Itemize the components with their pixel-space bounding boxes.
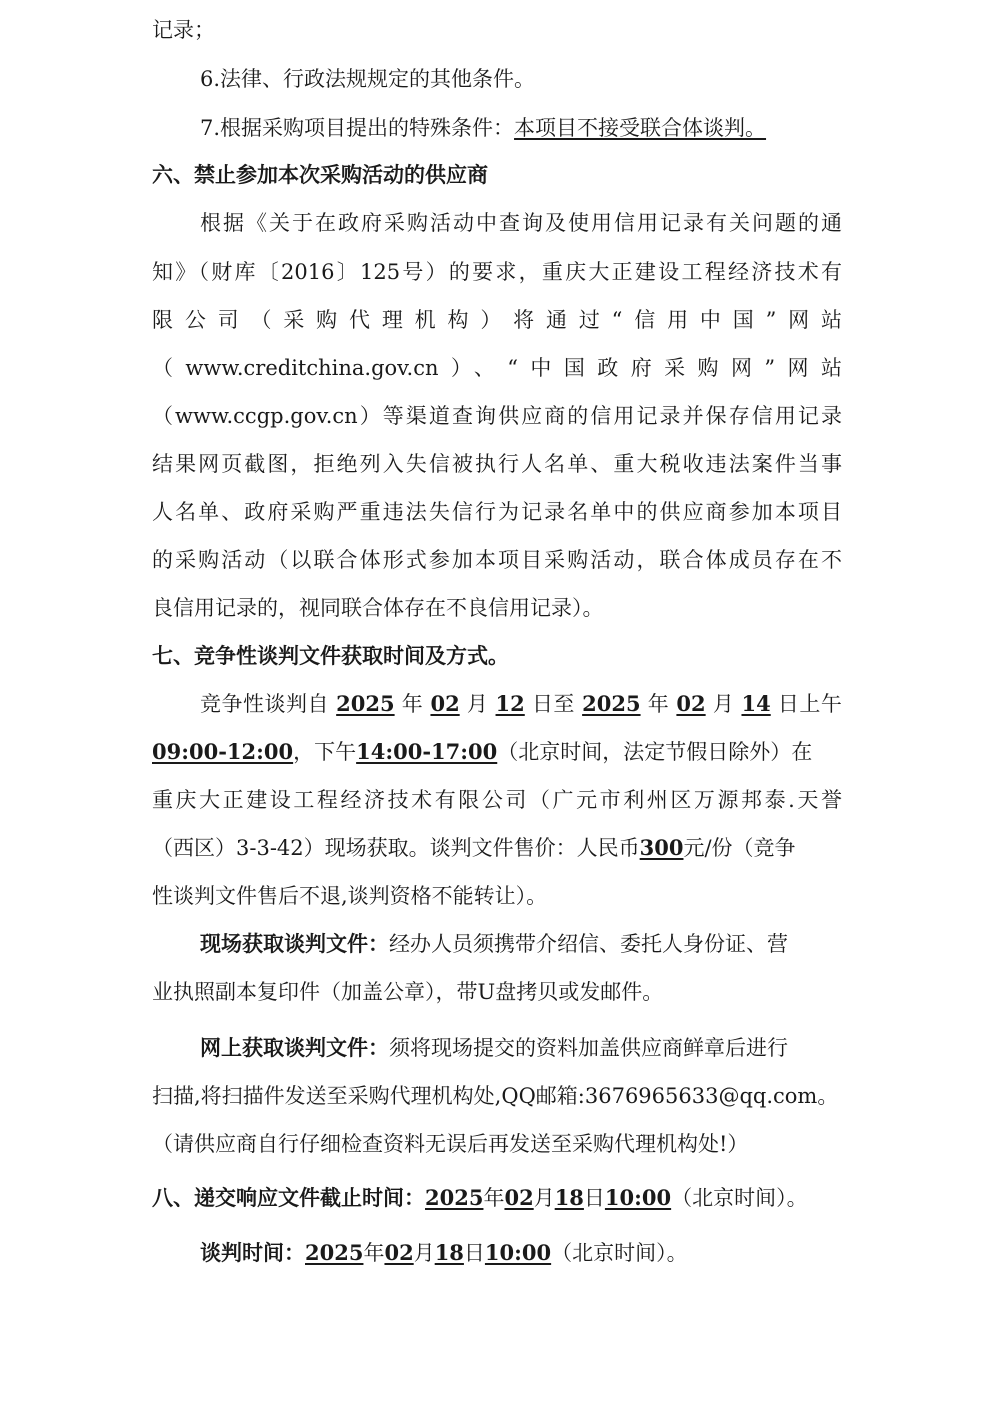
condition-6: 6.法律、行政法规规定的其他条件。 <box>200 67 536 91</box>
start-year: 2025 <box>336 691 395 716</box>
special-condition-underlined: 本项目不接受联合体谈判。 <box>514 116 767 140</box>
section-6-paragraph-line: 限公司（采购代理机构）将通过“信用中国”网站 <box>152 308 842 332</box>
onsite-label: 现场获取谈判文件： <box>200 931 389 956</box>
negotiation-label: 谈判时间： <box>200 1240 305 1265</box>
start-day: 12 <box>495 691 525 716</box>
section-6-heading: 六、禁止参加本次采购活动的供应商 <box>152 162 488 187</box>
section-7-paragraph-line: （西区）3-3-42）现场获取。谈判文件售价：人民币300元/份（竞争 <box>152 835 796 860</box>
section-6-paragraph-line: 结果网页截图，拒绝列入失信被执行人名单、重大税收违法案件当事 <box>152 452 842 476</box>
afternoon-hours: 14:00-17:00 <box>356 739 498 764</box>
end-day: 14 <box>741 691 771 716</box>
section-7-paragraph-line: 竞争性谈判自 2025 年 02 月 12 日至 2025 年 02 月 14 日上午 <box>200 691 842 716</box>
section-6-paragraph-line: 人名单、政府采购严重违法失信行为记录名单中的供应商参加本项目 <box>152 500 842 524</box>
end-year: 2025 <box>582 691 641 716</box>
online-acquisition-line: 扫描,将扫描件发送至采购代理机构处,QQ邮箱:3676965633@qq.com。 <box>152 1084 839 1108</box>
section-6-paragraph-line: （www.ccgp.gov.cn）等渠道查询供应商的信用记录并保存信用记录 <box>152 404 842 428</box>
section-8-deadline: 八、递交响应文件截止时间：2025年02月18日10:00（北京时间）。 <box>152 1185 808 1210</box>
start-month: 02 <box>430 691 460 716</box>
text-line: 记录； <box>152 18 215 42</box>
online-acquisition-note: （请供应商自行仔细检查资料无误后再发送至采购代理机构处!） <box>152 1132 749 1156</box>
section-7-heading: 七、竞争性谈判文件获取时间及方式。 <box>152 643 509 668</box>
document-price: 300 <box>639 835 684 860</box>
section-7-paragraph-line: 性谈判文件售后不退,谈判资格不能转让）。 <box>152 884 548 908</box>
section-6-paragraph-line: 良信用记录的，视同联合体存在不良信用记录）。 <box>152 596 604 620</box>
section-6-paragraph-line: 的采购活动（以联合体形式参加本项目采购活动，联合体成员存在不 <box>152 548 842 572</box>
section-8-label: 八、递交响应文件截止时间： <box>152 1185 425 1210</box>
onsite-acquisition-line: 现场获取谈判文件：经办人员须携带介绍信、委托人身份证、营 <box>200 931 788 956</box>
morning-hours: 09:00-12:00 <box>152 739 294 764</box>
end-month: 02 <box>676 691 706 716</box>
online-label: 网上获取谈判文件： <box>200 1035 389 1060</box>
onsite-acquisition-line: 业执照副本复印件（加盖公章），带U盘拷贝或发邮件。 <box>152 980 664 1004</box>
section-6-paragraph-line: 根据《关于在政府采购活动中查询及使用信用记录有关问题的通 <box>200 211 842 235</box>
section-7-paragraph-line: 重庆大正建设工程经济技术有限公司（广元市利州区万源邦泰.天誉 <box>152 788 842 812</box>
negotiation-time: 谈判时间：2025年02月18日10:00（北京时间）。 <box>200 1240 688 1265</box>
online-acquisition-line: 网上获取谈判文件：须将现场提交的资料加盖供应商鲜章后进行 <box>200 1035 788 1060</box>
section-6-paragraph-line: 知》（财库〔2016〕125号）的要求，重庆大正建设工程经济技术有 <box>152 260 842 284</box>
section-6-paragraph-line: （www.creditchina.gov.cn）、“中国政府采购网”网站 <box>152 356 842 380</box>
section-7-paragraph-line: 09:00-12:00，下午14:00-17:00（北京时间，法定节假日除外）在 <box>152 739 813 764</box>
condition-7: 7.根据采购项目提出的特殊条件：本项目不接受联合体谈判。 <box>200 116 767 140</box>
